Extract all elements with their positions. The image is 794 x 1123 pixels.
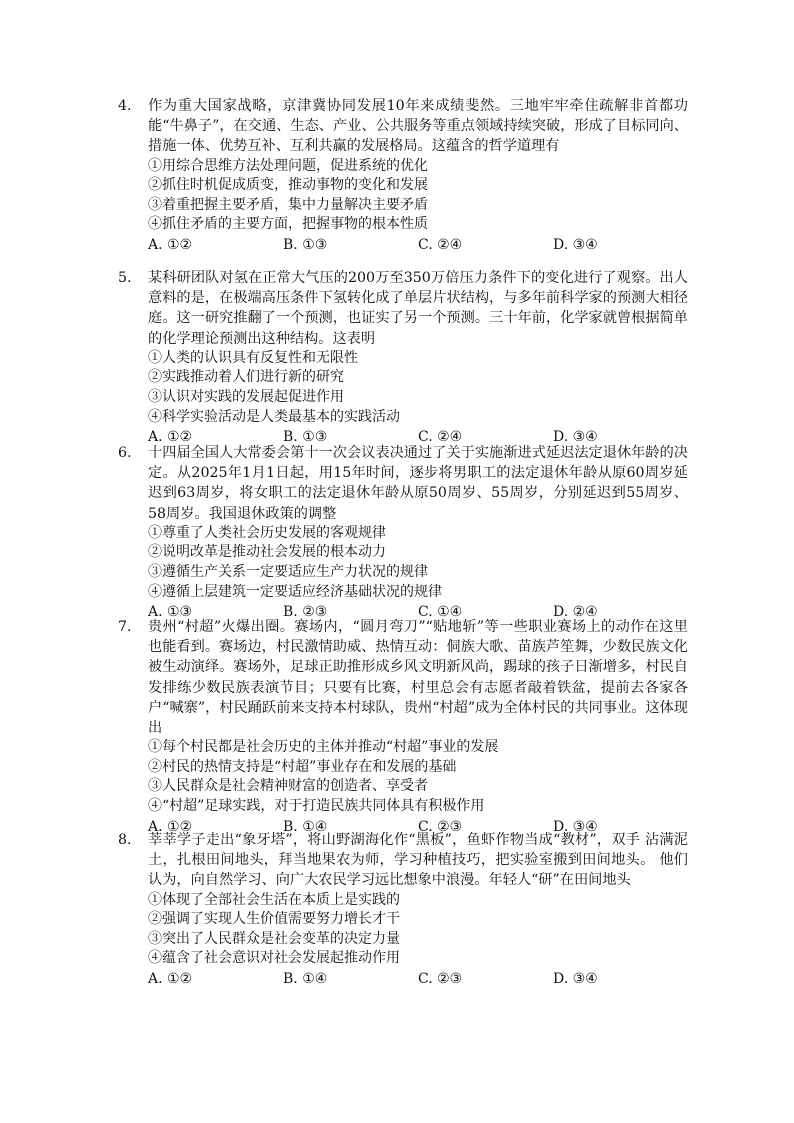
option-a: A. ①②	[148, 236, 193, 253]
option-c: C. ②④	[418, 236, 463, 253]
statement-1: ①每个村民都是社会历史的主体并推动“村超”事业的发展	[148, 739, 499, 756]
option-a: A. ①②	[148, 970, 193, 987]
question-number: 6.	[118, 445, 132, 461]
question-stem	[118, 830, 688, 891]
statement-2: ②强调了实现人生价值需要努力增长才干	[148, 911, 400, 928]
statement-list	[118, 349, 688, 427]
question-7	[118, 617, 688, 837]
statement-list	[118, 738, 688, 816]
statement-2: ②说明改革是推动社会发展的根本动力	[148, 544, 386, 561]
question-stem	[118, 617, 688, 738]
question-text: 作为重大国家战略，京津冀协同发展10年来成绩斐然。三地牢牢牵住疏解非首都功能“牛鼻子”，在交通、生态、产业、公共服务等重点领域持续突破，形成了目标同向、措施一体、优势互补、互利共赢的发展格局。这蕴含的哲学道理有	[148, 98, 688, 155]
statement-2: ②抓住时机促成质变，推动事物的变化和发展	[148, 177, 428, 194]
statement-4: ④“村超”足球实践，对于打造民族共同体具有积极作用	[148, 798, 485, 814]
option-d: D. ③④	[553, 818, 598, 835]
question-number: 5.	[118, 270, 132, 286]
statement-1: ①尊重了人类社会历史发展的客观规律	[148, 524, 386, 541]
statement-2: ②村民的热情支持是“村超”事业存在和发展的基础	[148, 758, 457, 775]
option-b: B. ①④	[283, 970, 328, 987]
question-stem	[118, 443, 688, 524]
question-text: 某科研团队对氢在正常大气压的200万至350万倍压力条件下的变化进行了观察。出人意料的是，在极端高压条件下氢转化成了单层片状结构，与多年前科学家的预测大相径庭。这一研究推翻了一个预测，也证实了另一个预测。三十年前，化学家就曾根据简单的化学理论预测出这种结构。这表明	[148, 270, 688, 347]
question-stem	[118, 268, 688, 349]
statement-3: ③着重把握主要矛盾，集中力量解决主要矛盾	[148, 196, 428, 213]
question-text: 十四届全国人大常委会第十一次会议表决通过了关于实施渐进式延迟法定退休年龄的决定。从2025年1月1日起，用15年时间，逐步将男职工的法定退休年龄从原60周岁延迟到63周岁，将女职工的法定退休年龄从原50周岁、55周岁，分别延迟到55周岁、58周岁。我国退休政策的调整	[148, 445, 688, 522]
question-number: 8.	[118, 832, 132, 848]
question-number: 4.	[118, 98, 132, 114]
question-text: 贵州“村超”火爆出圈。赛场内，“圆月弯刀”“贴地斩”等一些职业赛场上的动作在这里也能看到。赛场边，村民激情助威、热情互动：侗族大歌、苗族芦笙舞，少数民族文化被生动演绎。赛场外，足球正助推形成乡风文明新风尚，踢球的孩子日渐增多，村民自发排练少数民族表演节目；只要有比赛，村里总会有志愿者敲着铁盆，提前去各家各户“喊寨”，村民踊跃前来支持本村球队，贵州“村超”成为全体村民的共同事业。这体现出	[148, 619, 688, 737]
statement-list	[118, 891, 688, 969]
option-d: D. ②④	[553, 604, 598, 621]
statement-3: ③人民群众是社会精神财富的创造者、享受者	[148, 778, 428, 795]
option-c: C. ①④	[418, 604, 463, 621]
statement-4: ④科学实验活动是人类最基本的实践活动	[148, 408, 400, 425]
option-b: B. ②③	[283, 604, 328, 621]
question-number: 7.	[118, 619, 132, 635]
option-a: A. ①③	[148, 604, 193, 621]
question-8	[118, 830, 688, 989]
option-d: D. ③④	[553, 429, 598, 446]
statement-1: ①体现了全部社会生活在本质上是实践的	[148, 891, 400, 908]
statement-4: ④抓住矛盾的主要方面，把握事物的根本性质	[148, 216, 428, 233]
statement-4: ④遵循上层建筑一定要适应经济基础状况的规律	[148, 583, 442, 600]
option-c: C. ②③	[418, 818, 463, 835]
statement-list	[118, 157, 688, 235]
statement-3: ③突出了人民群众是社会变革的决定力量	[148, 930, 400, 947]
option-b: B. ①③	[283, 236, 328, 253]
answer-options	[118, 969, 688, 989]
question-6	[118, 443, 688, 622]
answer-options	[118, 235, 688, 255]
statement-4: ④蕴含了社会意识对社会发展起推动作用	[148, 950, 400, 967]
statement-2: ②实践推动着人们进行新的研究	[148, 369, 344, 386]
question-4	[118, 96, 688, 255]
statement-1: ①人类的认识具有反复性和无限性	[148, 349, 358, 366]
statement-3: ③遵循生产关系一定要适应生产力状况的规律	[148, 564, 428, 580]
option-b: B. ①④	[283, 818, 328, 835]
option-b: B. ①③	[283, 429, 328, 446]
option-c: C. ②④	[418, 429, 463, 446]
statement-list	[118, 524, 688, 602]
question-stem	[118, 96, 688, 157]
option-a: A. ①②	[148, 429, 193, 446]
option-d: D. ③④	[553, 236, 598, 253]
option-a: A. ①②	[148, 818, 193, 835]
question-text: 莘莘学子走出“象牙塔”，将山野湖海化作“黑板”，鱼虾作物当成“教材”，双手 沾满泥土，扎根田间地头，拜当地果农为师，学习种植技巧，把实验室搬到田间地头。 他们认为，向自然学习、向广大农民学习远比想象中浪漫。年轻人“研”在田间地头	[148, 832, 688, 889]
question-5	[118, 268, 688, 447]
statement-1: ①用综合思维方法处理问题，促进系统的优化	[148, 157, 428, 174]
option-c: C. ②③	[418, 970, 463, 987]
option-d: D. ③④	[553, 970, 598, 987]
statement-3: ③认识对实践的发展起促进作用	[148, 389, 344, 405]
